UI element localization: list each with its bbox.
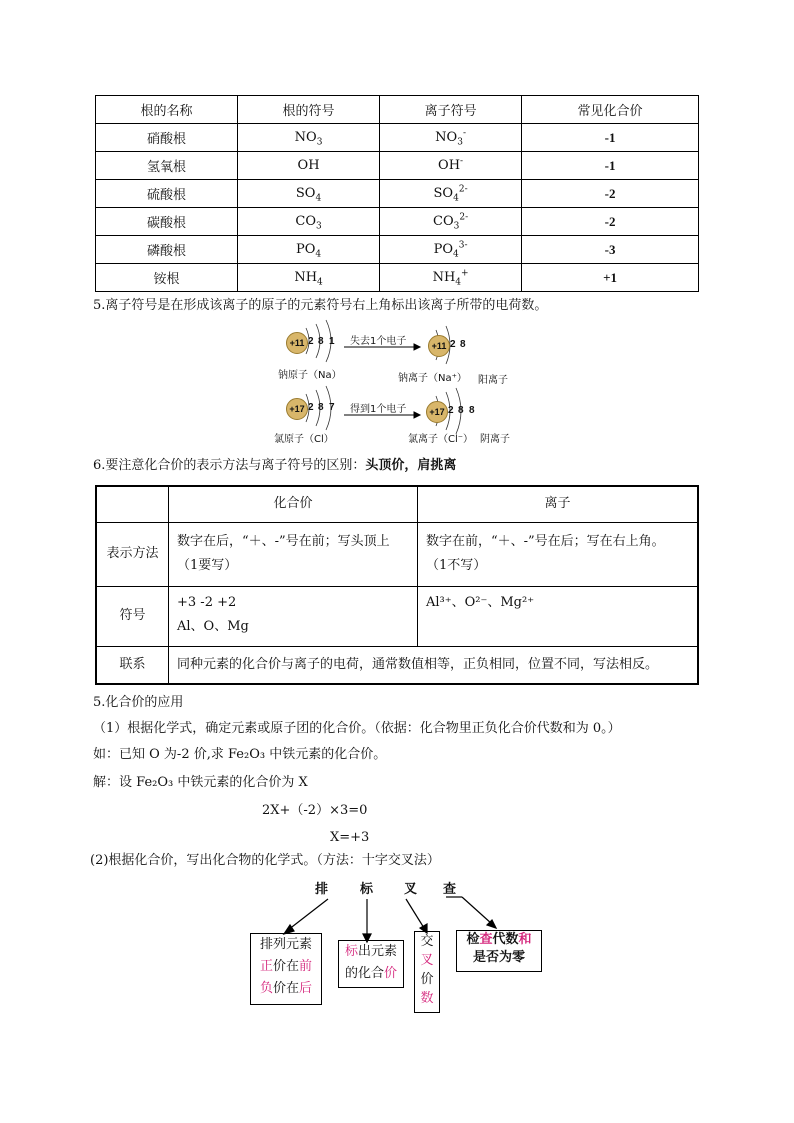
table-row [96,152,699,180]
point6-lead: 6.要注意化合价的表示方法与离子符号的区别： [93,458,366,473]
paragraph: 解：设 Fe₂O₃ 中铁元素的化合价为 X [93,775,308,790]
na-atom-label: 钠原子（Na） [278,370,342,381]
ion-formation-diagram [270,318,530,446]
box-cross [414,931,440,1013]
ion-symbol-cell: Al³⁺、O²⁻、Mg²⁺ [418,586,699,646]
row-label-relation: 联系 [96,646,169,684]
cell-line: Al、O、Mg [177,618,249,634]
radical-symbol: $NO_3$ [238,124,380,152]
box-line: 排列元素 [259,937,312,952]
table-row [96,124,699,152]
cl-ion-nucleus: +17 [426,401,448,423]
point6-text [93,457,456,475]
common-valence: +1 [522,264,699,292]
cell-line: （1要写） [177,558,238,573]
box-line: 的化合价 [344,966,398,981]
cl-nucleus: +17 [286,398,308,420]
step-cross: 叉 [404,882,418,897]
common-valence: -2 [522,208,699,236]
shell-count: 7 [329,402,335,413]
cross-method-diagram [240,872,560,1012]
shell-count: 8 [469,405,475,416]
box-line: 交 [420,934,434,949]
radical-symbol: $SO_4$ [238,180,380,208]
ion-symbol: $SO_4^{2-}$ [380,180,522,208]
section-title: 5.化合价的应用 [93,695,184,710]
table-header: 根的符号 [238,96,380,124]
shell-count: 8 [318,402,324,413]
table-header-row [96,96,699,124]
common-valence: -3 [522,236,699,264]
paragraph: (2)根据化合价，写出化合物的化学式。（方法：十字交叉法） [90,853,440,868]
radical-symbol: $CO_3$ [238,208,380,236]
na-ion-label: 钠离子（Na⁺） [398,373,467,384]
radical-name: 磷酸根 [96,236,238,264]
cl-atom-label: 氯原子（Cl） [274,434,334,445]
box-line: 价 [420,972,434,987]
table-header: 根的名称 [96,96,238,124]
ion-symbol: $PO_4^{3-}$ [380,236,522,264]
radical-symbol: OH [238,152,380,180]
shell-count: 1 [329,336,335,347]
cell-line: 数字在前，“＋、-”号在后；写在右上角。 [426,534,665,549]
ion-method-cell [418,522,699,586]
corner-cell [96,486,169,522]
common-valence: -2 [522,180,699,208]
shell-count: 8 [458,405,464,416]
box-mark [338,940,404,988]
valence-vs-ion-table [95,485,699,685]
cell-line: （1不写） [426,558,487,573]
table-row [96,180,699,208]
box-line: 负价在后 [259,981,313,996]
shell-count: 8 [318,336,324,347]
ion-symbol: $NH_4^+$ [380,264,522,292]
cl-ion-label: 氯离子（Cl⁻） [408,434,474,445]
box-arrange [250,933,322,1005]
common-valence: -1 [522,124,699,152]
arrow-label: 失去1个电子 [350,336,407,347]
step-mark: 标 [360,882,374,897]
box-line: 检查代数和 [466,932,532,947]
radical-name: 碳酸根 [96,208,238,236]
cation-label: 阳离子 [478,375,508,386]
step-check: 查 [443,882,457,897]
relation-cell: 同种元素的化合价与离子的电荷，通常数值相等，正负相同，位置不同，写法相反。 [169,646,699,684]
na-nucleus: +11 [286,332,308,354]
row-label-text: 表示方法 [106,546,159,561]
paragraph: （1）根据化学式，确定元素或原子团的化合价。（依据：化合物里正负化合价代数和为 0。） [93,721,621,736]
valence-method-cell [169,522,418,586]
radical-symbol: $NH_4$ [238,264,380,292]
row-label-symbol: 符号 [96,586,169,646]
ion-symbol: $NO_3^-$ [380,124,522,152]
box-line: 标出元素 [344,944,398,959]
col-header-ion: 离子 [418,486,699,522]
radical-name: 硫酸根 [96,180,238,208]
table-header: 离子符号 [380,96,522,124]
common-valence: -1 [522,152,699,180]
anion-label: 阴离子 [480,434,510,445]
paragraph: 如：已知 O 为-2 价,求 Fe₂O₃ 中铁元素的化合价。 [93,747,387,762]
cell-line: +3 -2 +2 [177,594,237,610]
ion-symbol: OH- [380,152,522,180]
radical-table [95,95,699,292]
table-header: 常见化合价 [522,96,699,124]
step-arrange: 排 [315,882,329,897]
radical-symbol: $PO_4$ [238,236,380,264]
radical-name: 硝酸根 [96,124,238,152]
box-check [456,930,542,972]
box-line: 正价在前 [259,959,313,974]
box-line: 叉 [420,953,434,968]
table-row [96,208,699,236]
shell-count: 2 [308,336,314,347]
shell-count: 2 [448,405,454,416]
shell-count: 2 [450,339,456,350]
col-header-valence: 化合价 [169,486,418,522]
box-line: 是否为零 [472,950,525,965]
box-line: 数 [420,991,434,1006]
arrow-label: 得到1个电子 [350,404,407,415]
radical-name: 铵根 [96,264,238,292]
na-ion-nucleus: +11 [428,335,450,357]
point5-text: 5.离子符号是在形成该离子的原子的元素符号右上角标出该离子所带的电荷数。 [93,298,548,313]
radical-name: 氢氧根 [96,152,238,180]
shell-count: 8 [460,339,466,350]
table-row [96,264,699,292]
point6-mnemonic: 头顶价，肩挑离 [365,458,457,473]
cell-line: 数字在后，“＋、-”号在前；写头顶上 [177,534,390,549]
row-label-method [96,522,169,586]
equation: 2X+（-2）×3=0 [262,803,368,818]
equation: X=+3 [330,830,370,845]
shell-count: 2 [308,402,314,413]
ion-symbol: $CO_3^{2-}$ [380,208,522,236]
table-row [96,236,699,264]
valence-symbol-cell [169,586,418,646]
